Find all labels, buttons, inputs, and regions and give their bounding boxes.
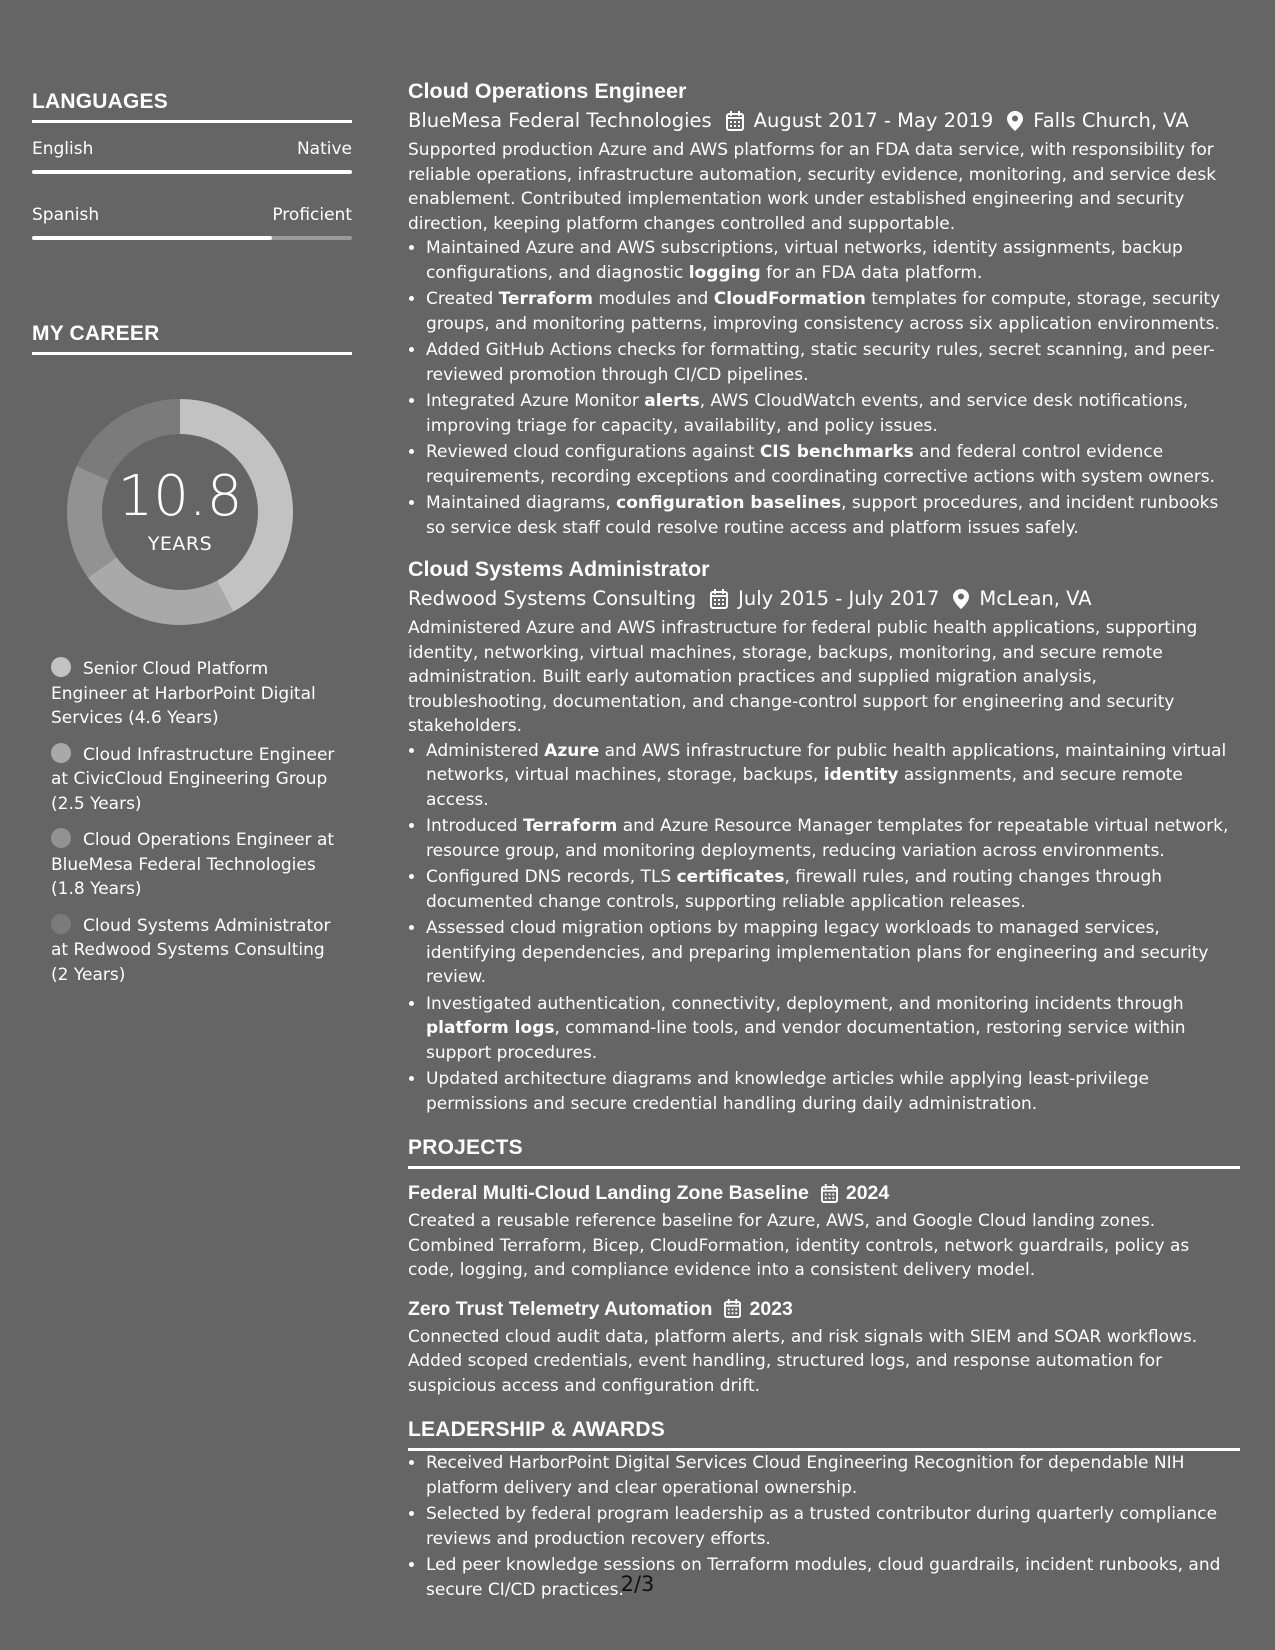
- language-level: Native: [296, 139, 352, 159]
- job-entry: [408, 554, 1240, 1116]
- language-proficiency-bar: [32, 236, 352, 240]
- job-meta: [408, 106, 1240, 136]
- language-proficiency-fill: [32, 170, 352, 174]
- job-company: BlueMesa Federal Technologies: [408, 109, 712, 132]
- location-pin-icon: [953, 589, 969, 609]
- job-title: Cloud Systems Administrator: [408, 557, 710, 581]
- languages-heading: LANGUAGES: [32, 90, 352, 123]
- project-description: Created a reusable reference baseline for Azure, AWS, and Google Cloud landing zones. Combined Terraform, Bicep, CloudFormation, identity controls, network guardrails, policy as code, logging, and compliance evidence into a consistent delivery model.: [408, 1211, 1190, 1280]
- right-column: [408, 76, 1240, 1604]
- job-dates: July 2015 - July 2017: [738, 587, 940, 610]
- calendar-icon: [724, 1299, 741, 1318]
- project-description: Connected cloud audit data, platform alerts, and risk signals with SIEM and SOAR workflows. Added scoped credentials, event handling, structured logs, and response automation for suspicious access and configuration drift.: [408, 1326, 1198, 1396]
- job-summary: Supported production Azure and AWS platforms for an FDA data service, with responsibility for reliable operations, infrastructure automation, security evidence, monitoring, and service desk enablement. Contributed implementation work under established engineering and security direction, keeping platform changes controlled and supportable.: [408, 140, 1217, 234]
- job-bullet: • Added GitHub Actions checks for formatting, static security rules, secret scanning, and peer-reviewed promotion through CI/CD pipelines.: [426, 338, 1240, 387]
- page-number: 2/3: [620, 1572, 655, 1596]
- career-donut-chart: [65, 397, 295, 627]
- career-legend-item: Cloud Infrastructure Engineer at CivicCloud Engineering Group (2.5 Years): [51, 744, 335, 814]
- legend-dot-icon: [51, 914, 71, 934]
- project-year: 2024: [845, 1182, 890, 1204]
- job-summary: Administered Azure and AWS infrastructure for federal public health applications, supporting identity, networking, virtual machines, storage, backups, monitoring, and secure remote administration. Built early automation practices and supplied migration analysis, troubleshooting, documentation, and change-control support for engineering and security stakeholders.: [408, 618, 1198, 736]
- job-bullet: • Maintained diagrams, configuration baselines, support procedures, and incident runbooks so service desk staff could resolve routine access and platform issues safely.: [426, 491, 1240, 540]
- job-meta: [408, 584, 1240, 614]
- location-pin-icon: [1007, 111, 1023, 131]
- project-title: Federal Multi-Cloud Landing Zone Baseline: [408, 1182, 809, 1204]
- job-dates: August 2017 - May 2019: [753, 109, 994, 132]
- left-column: [32, 90, 352, 999]
- language-name: Spanish: [32, 205, 100, 225]
- language-proficiency-fill: [32, 236, 272, 240]
- job-bullet: • Updated architecture diagrams and knowledge articles while applying least-privilege permissions and secure credential handling during daily administration.: [426, 1067, 1240, 1116]
- calendar-icon: [710, 589, 728, 609]
- project-entry: [408, 1179, 1240, 1283]
- job-bullet: • Maintained Azure and AWS subscriptions, virtual networks, identity assignments, backup configurations, and diagnostic logging for an FDA data platform.: [426, 236, 1240, 285]
- job-title: Cloud Operations Engineer: [408, 79, 687, 103]
- award-item: • Received HarborPoint Digital Services Cloud Engineering Recognition for dependable NIH platform delivery and clear operational ownership.: [426, 1451, 1240, 1500]
- project-year: 2023: [749, 1297, 793, 1320]
- legend-dot-icon: [51, 743, 71, 763]
- job-bullet: • Assessed cloud migration options by mapping legacy workloads to managed services, identifying dependencies, and preparing implementation plans for engineering and security review.: [426, 916, 1240, 990]
- award-item: • Led peer knowledge sessions on Terraform modules, cloud guardrails, incident runbooks, and secure CI/CD practices.: [426, 1553, 1240, 1602]
- language-spanish: [32, 203, 352, 240]
- legend-dot-icon: [51, 657, 71, 677]
- job-bullets: [408, 236, 1240, 540]
- project-title: Zero Trust Telemetry Automation: [408, 1297, 713, 1320]
- job-bullets: [408, 739, 1240, 1117]
- career-legend-item: Cloud Systems Administrator at Redwood Systems Consulting (2 Years): [51, 915, 331, 985]
- language-english: [32, 137, 352, 174]
- career-legend-item: Senior Cloud Platform Engineer at HarborPoint Digital Services (4.6 Years): [51, 659, 316, 728]
- job-bullet: • Created Terraform modules and CloudFormation templates for compute, storage, security groups, and monitoring patterns, improving consistency across six application environments.: [426, 287, 1240, 336]
- projects-heading: PROJECTS: [408, 1136, 1240, 1169]
- career-legend-item: Cloud Operations Engineer at BlueMesa Federal Technologies (1.8 Years): [51, 830, 335, 899]
- language-name: English: [32, 139, 94, 159]
- project-entry: [408, 1295, 1240, 1399]
- job-bullet: • Configured DNS records, TLS certificates, firewall rules, and routing changes through documented change controls, supporting reliable application releases.: [426, 865, 1240, 914]
- job-location: McLean, VA: [979, 587, 1092, 610]
- award-item: • Selected by federal program leadership as a trusted contributor during quarterly compliance reviews and production recovery efforts.: [426, 1502, 1240, 1551]
- job-company: Redwood Systems Consulting: [408, 587, 697, 610]
- career-heading: MY CAREER: [32, 322, 352, 355]
- language-level: Proficient: [272, 205, 352, 225]
- language-proficiency-bar: [32, 170, 352, 174]
- job-bullet: • Administered Azure and AWS infrastructure for public health applications, maintaining virtual networks, virtual machines, storage, backups, identity assignments, and secure remote access.: [426, 739, 1240, 813]
- legend-dot-icon: [51, 828, 71, 848]
- job-bullet: • Investigated authentication, connectivity, deployment, and monitoring incidents through platform logs, command-line tools, and vendor documentation, restoring service within support procedures.: [426, 992, 1240, 1066]
- awards-heading: LEADERSHIP & AWARDS: [408, 1418, 1240, 1451]
- calendar-icon: [821, 1184, 838, 1203]
- job-entry: [408, 76, 1240, 540]
- job-bullet: • Introduced Terraform and Azure Resource Manager templates for repeatable virtual network, resource group, and monitoring deployments, reducing variation across environments.: [426, 814, 1240, 863]
- job-bullet: • Reviewed cloud configurations against CIS benchmarks and federal control evidence requirements, recording exceptions and coordinating corrective actions with system owners.: [426, 440, 1240, 489]
- job-location: Falls Church, VA: [1033, 109, 1189, 132]
- career-legend: [32, 657, 341, 987]
- job-bullet: • Integrated Azure Monitor alerts, AWS CloudWatch events, and service desk notifications, improving triage for capacity, availability, and policy issues.: [426, 389, 1240, 438]
- calendar-icon: [726, 111, 744, 131]
- total-years-label: YEARS: [147, 533, 213, 555]
- donut-segment: [88, 557, 233, 625]
- total-years-value: 10.8: [117, 464, 243, 529]
